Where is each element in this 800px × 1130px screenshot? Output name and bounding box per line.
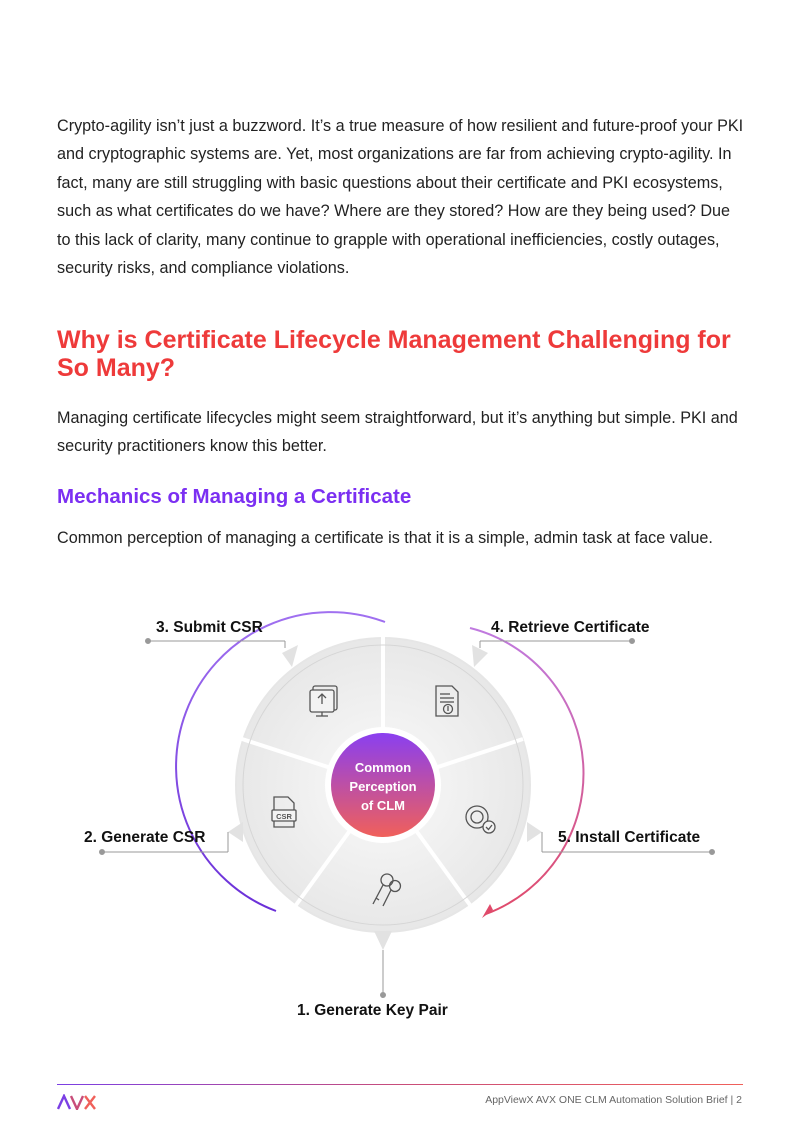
avx-logo-icon bbox=[57, 1094, 97, 1110]
arc-arrowhead bbox=[482, 904, 493, 918]
footer-divider bbox=[57, 1084, 743, 1085]
clm-cycle-diagram bbox=[0, 600, 800, 1040]
step-retrieve-certificate-label: 4. Retrieve Certificate bbox=[491, 619, 650, 636]
step-install-certificate-label: 5. Install Certificate bbox=[558, 829, 701, 846]
submit-csr-icon bbox=[310, 686, 337, 716]
notch-step3 bbox=[282, 645, 298, 667]
center-line-2: Perception bbox=[349, 779, 417, 794]
step-generate-csr-label: 2. Generate CSR bbox=[84, 829, 206, 846]
center-line-1: Common bbox=[354, 760, 412, 775]
notch-step5 bbox=[527, 822, 542, 842]
notch-step2 bbox=[228, 822, 243, 842]
section-paragraph: Managing certificate lifecycles might seem straightforward, but it’s anything but simple. PKI and security practitioners know this better. bbox=[57, 409, 738, 456]
cycle-wheel-graphic bbox=[0, 600, 800, 1040]
intro-paragraph: Crypto-agility isn’t just a buzzword. It’s a true measure of how resilient and future-proof your PKI and cryptographic systems are. Yet, most organizations are far from achieving crypto-agility. In fact, many are still struggling with basic questions about their certificate and PKI ecosystems, such as what certificates do we have? Where are they stored? How are they being used? Due to this lack of clarity, many continue to grapple with operational inefficiencies, costly outages, security risks, and compliance violations. bbox=[57, 117, 744, 278]
step-generate-key-pair-label: 1. Generate Key Pair bbox=[297, 1002, 448, 1019]
footer-text: AppViewX AVX ONE CLM Automation Solution Brief | 2 bbox=[485, 1094, 742, 1106]
step-submit-csr-label: 3. Submit CSR bbox=[156, 619, 263, 636]
csr-icon-text: CSR bbox=[276, 812, 292, 821]
section-heading: Why is Certificate Lifecycle Management Challenging for So Many? bbox=[57, 326, 731, 382]
notch-step1 bbox=[374, 931, 392, 950]
subsection-paragraph: Common perception of managing a certificate is that it is a simple, admin task at face value. bbox=[57, 529, 713, 547]
subsection-heading: Mechanics of Managing a Certificate bbox=[57, 485, 412, 508]
notch-step4 bbox=[472, 645, 488, 667]
center-line-3: of CLM bbox=[360, 798, 406, 813]
